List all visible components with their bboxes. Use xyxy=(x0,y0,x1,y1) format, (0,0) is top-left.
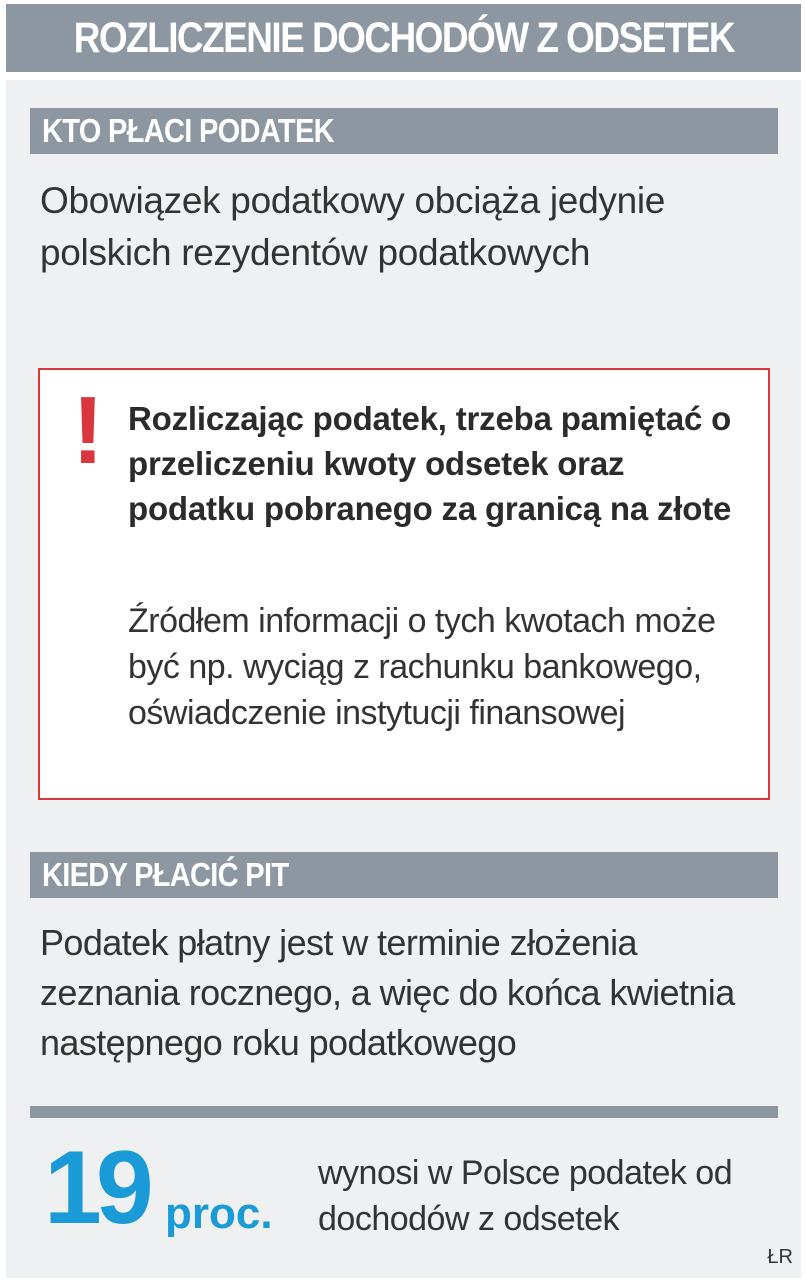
stat-number: 19 xyxy=(44,1130,148,1246)
section-heading-who-pays xyxy=(30,108,778,154)
warning-box xyxy=(38,368,770,800)
stat-unit: proc. xyxy=(165,1189,273,1238)
divider xyxy=(30,1106,778,1118)
section-text-who-pays: Obowiązek podatkowy obciąża jedynie polskich rezydentów podatkowych xyxy=(40,180,666,273)
author-initials: ŁR xyxy=(767,1246,793,1268)
section-text-when-to-pay: Podatek płatny jest w terminie złożenia zeznania rocznego, a więc do końca kwietnia następnego roku podatkowego xyxy=(40,922,735,1063)
section-heading-label: KTO PŁACI PODATEK xyxy=(42,112,334,149)
title-bar xyxy=(6,4,801,72)
warning-body: Źródłem informacji o tych kwotach może być np. wyciąg z rachunku bankowego, oświadczenie instytucji finansowej xyxy=(128,602,716,732)
section-heading-label: KIEDY PŁACIĆ PIT xyxy=(42,856,289,893)
section-heading-when-to-pay xyxy=(30,852,778,898)
stat-description: wynosi w Polsce podatek od dochodów z odsetek xyxy=(318,1154,733,1238)
page-title: ROZLICZENIE DOCHODÓW Z ODSETEK xyxy=(73,13,734,62)
exclamation-icon: ! xyxy=(72,377,104,484)
warning-headline: Rozliczając podatek, trzeba pamiętać o przeliczeniu kwoty odsetek oraz podatku pobranego za granicą na złote xyxy=(128,400,732,527)
